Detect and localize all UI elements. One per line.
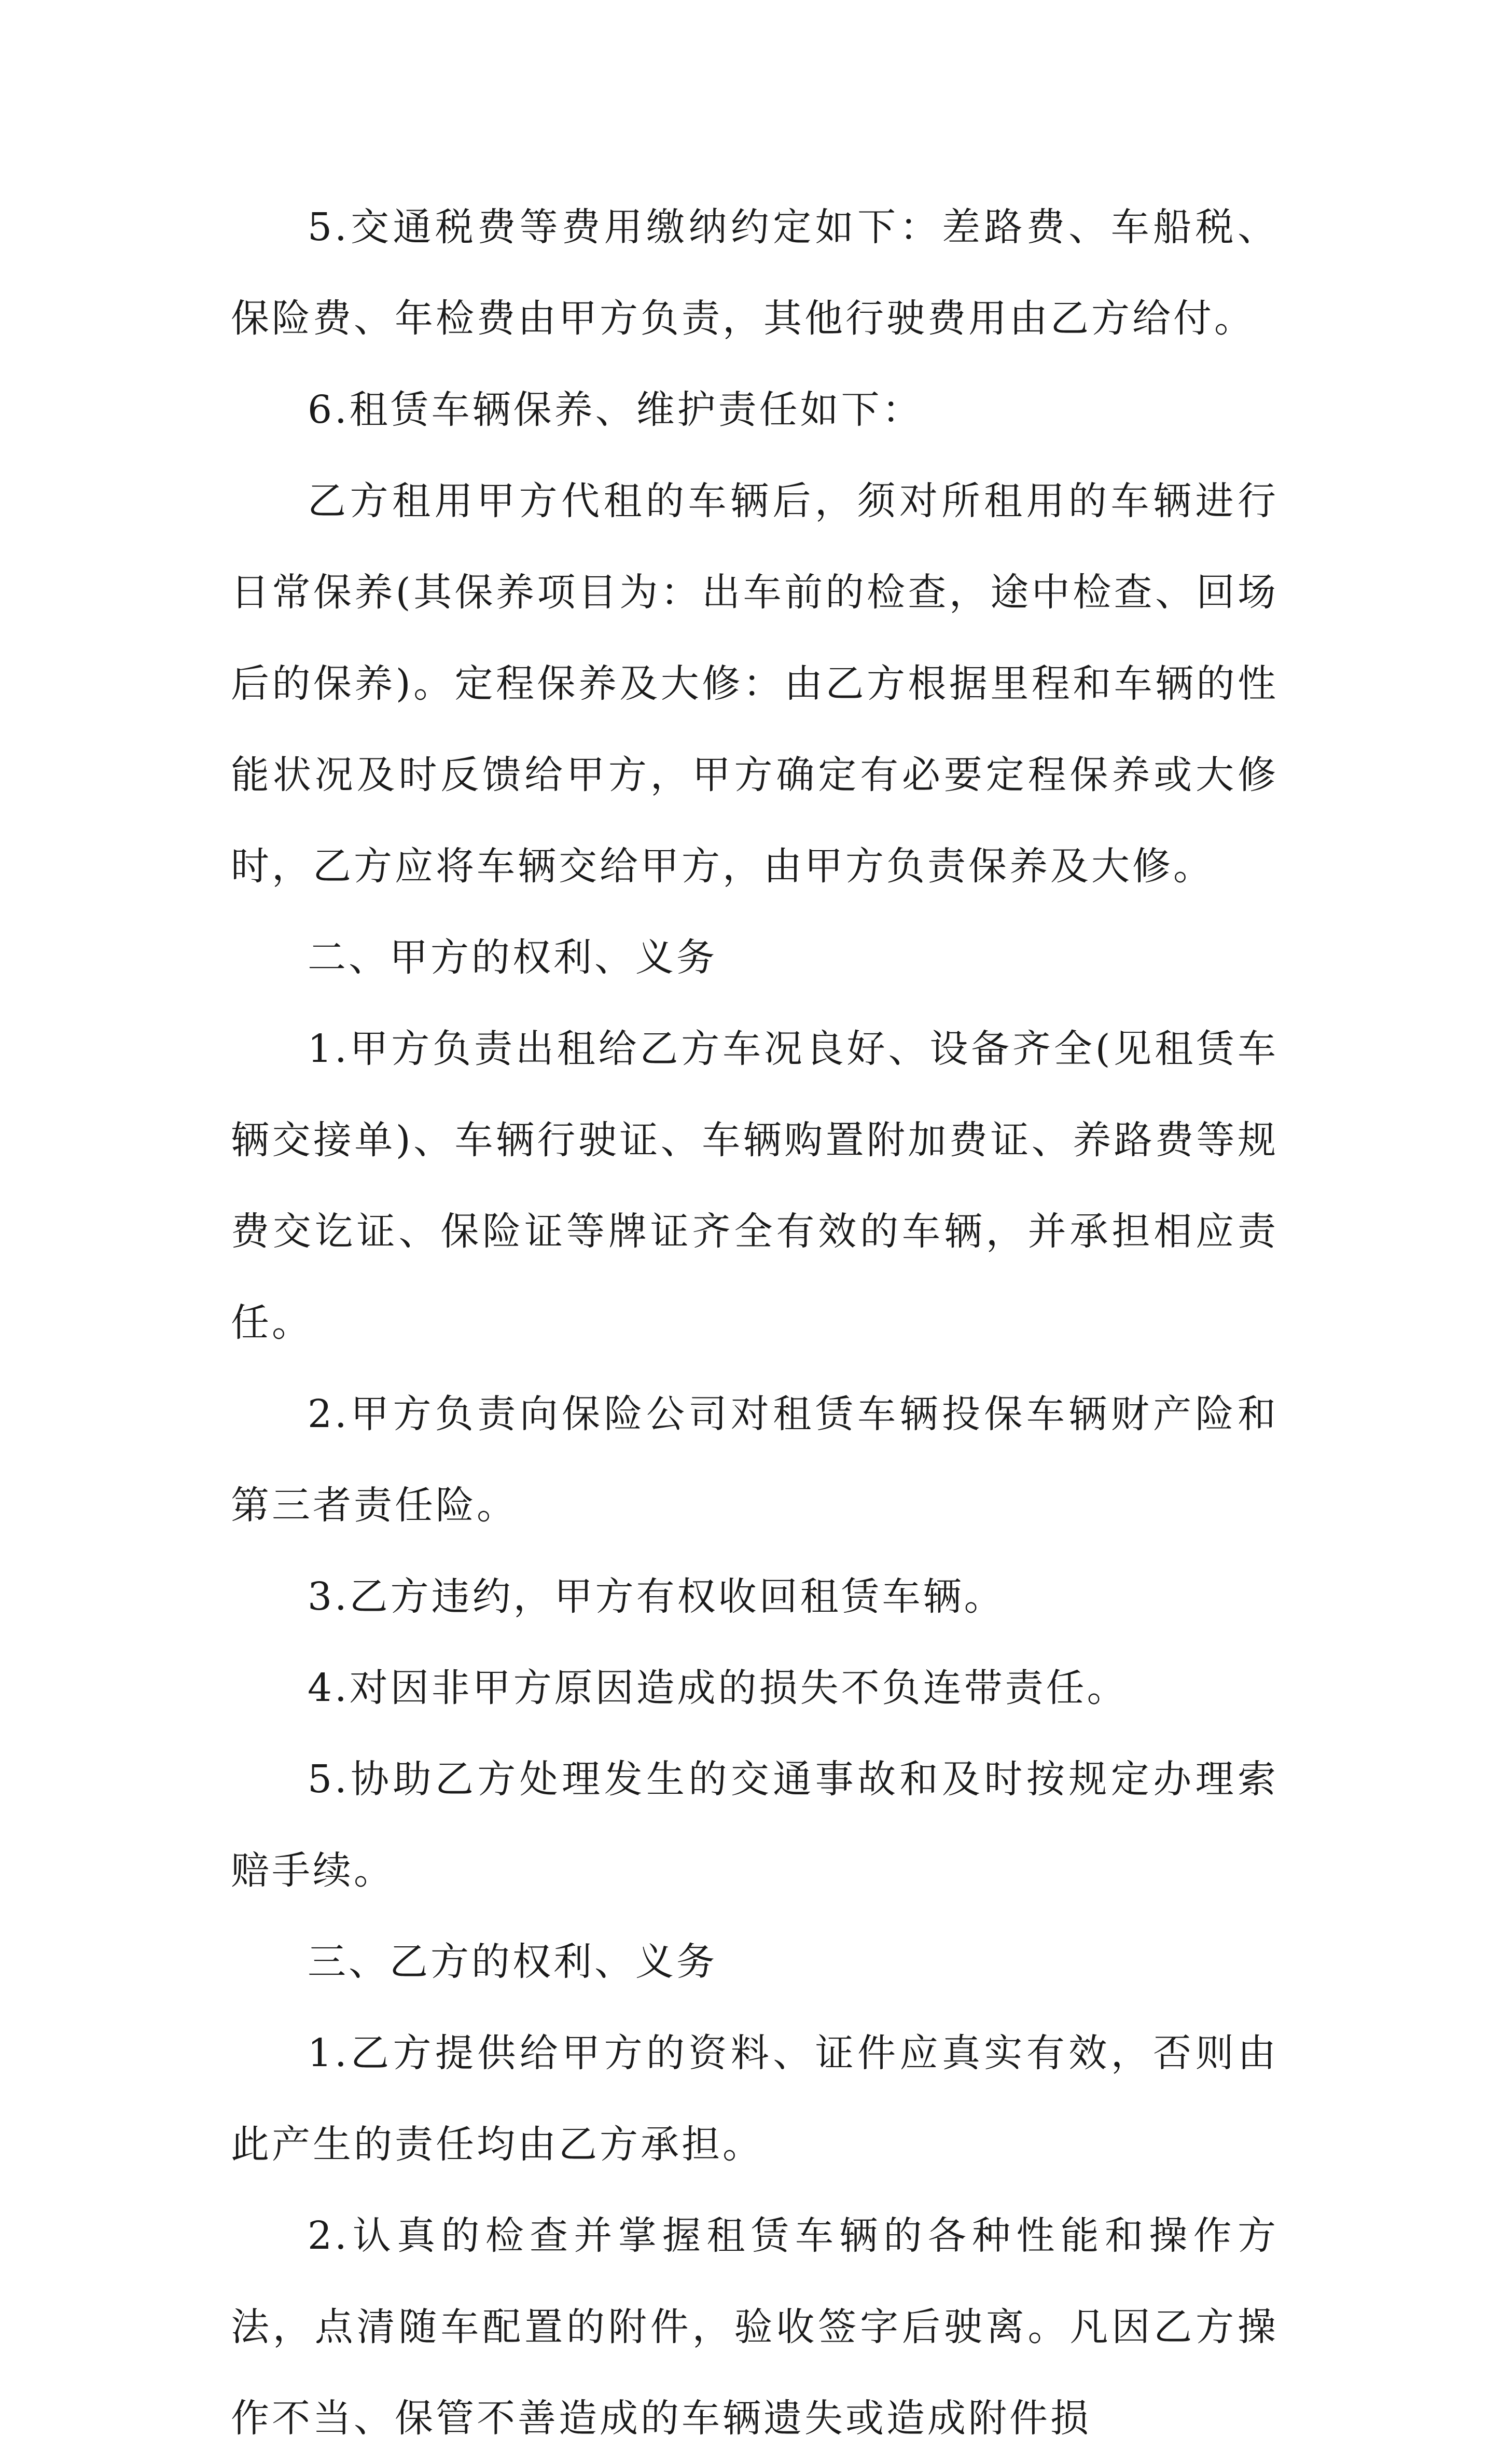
section-2-item-3: 3.乙方违约，甲方有权收回租赁车辆。: [308, 1574, 1005, 1619]
clause-6-maintenance-body: 乙方租用甲方代租的车辆后，须对所租用的车辆进行日常保养(其保养项目为：出车前的检查，途中检查、回场后的保养)。定程保养及大修：由乙方根据里程和车辆的性能状况及时反馈给甲方，甲方确定有必要定程保养或大修时，乙方应将车辆交给甲方，由甲方负责保养及大修。: [231, 479, 1278, 889]
section-3-heading: 三、乙方的权利、义务: [308, 1940, 717, 1984]
section-2-item-1: 1.甲方负责出租给乙方车况良好、设备齐全(见租赁车辆交接单)、车辆行驶证、车辆购置附加费证、养路费等规费交讫证、保险证等牌证齐全有效的车辆，并承担相应责任。: [231, 1027, 1278, 1345]
section-2-heading: 二、甲方的权利、义务: [308, 935, 717, 980]
section-2-item-4: 4.对因非甲方原因造成的损失不负连带责任。: [308, 1666, 1128, 1710]
section-3-item-2: 2.认真的检查并掌握租赁车辆的各种性能和操作方法，点清随车配置的附件，验收签字后驶离。凡因乙方操作不当、保管不善造成的车辆遗失或造成附件损: [231, 2213, 1278, 2441]
clause-6-maintenance-heading: 6.租赁车辆保养、维护责任如下：: [308, 387, 923, 432]
document-body: [231, 182, 1278, 2464]
section-2-item-2: 2.甲方负责向保险公司对租赁车辆投保车辆财产险和第三者责任险。: [231, 1392, 1278, 1528]
section-3-item-1: 1.乙方提供给甲方的资料、证件应真实有效，否则由此产生的责任均由乙方承担。: [231, 2031, 1278, 2167]
section-2-item-5: 5.协助乙方处理发生的交通事故和及时按规定办理索赔手续。: [231, 1757, 1278, 1893]
clause-5-fees: 5.交通税费等费用缴纳约定如下：差路费、车船税、保险费、年检费由甲方负责，其他行驶费用由乙方给付。: [231, 205, 1278, 341]
